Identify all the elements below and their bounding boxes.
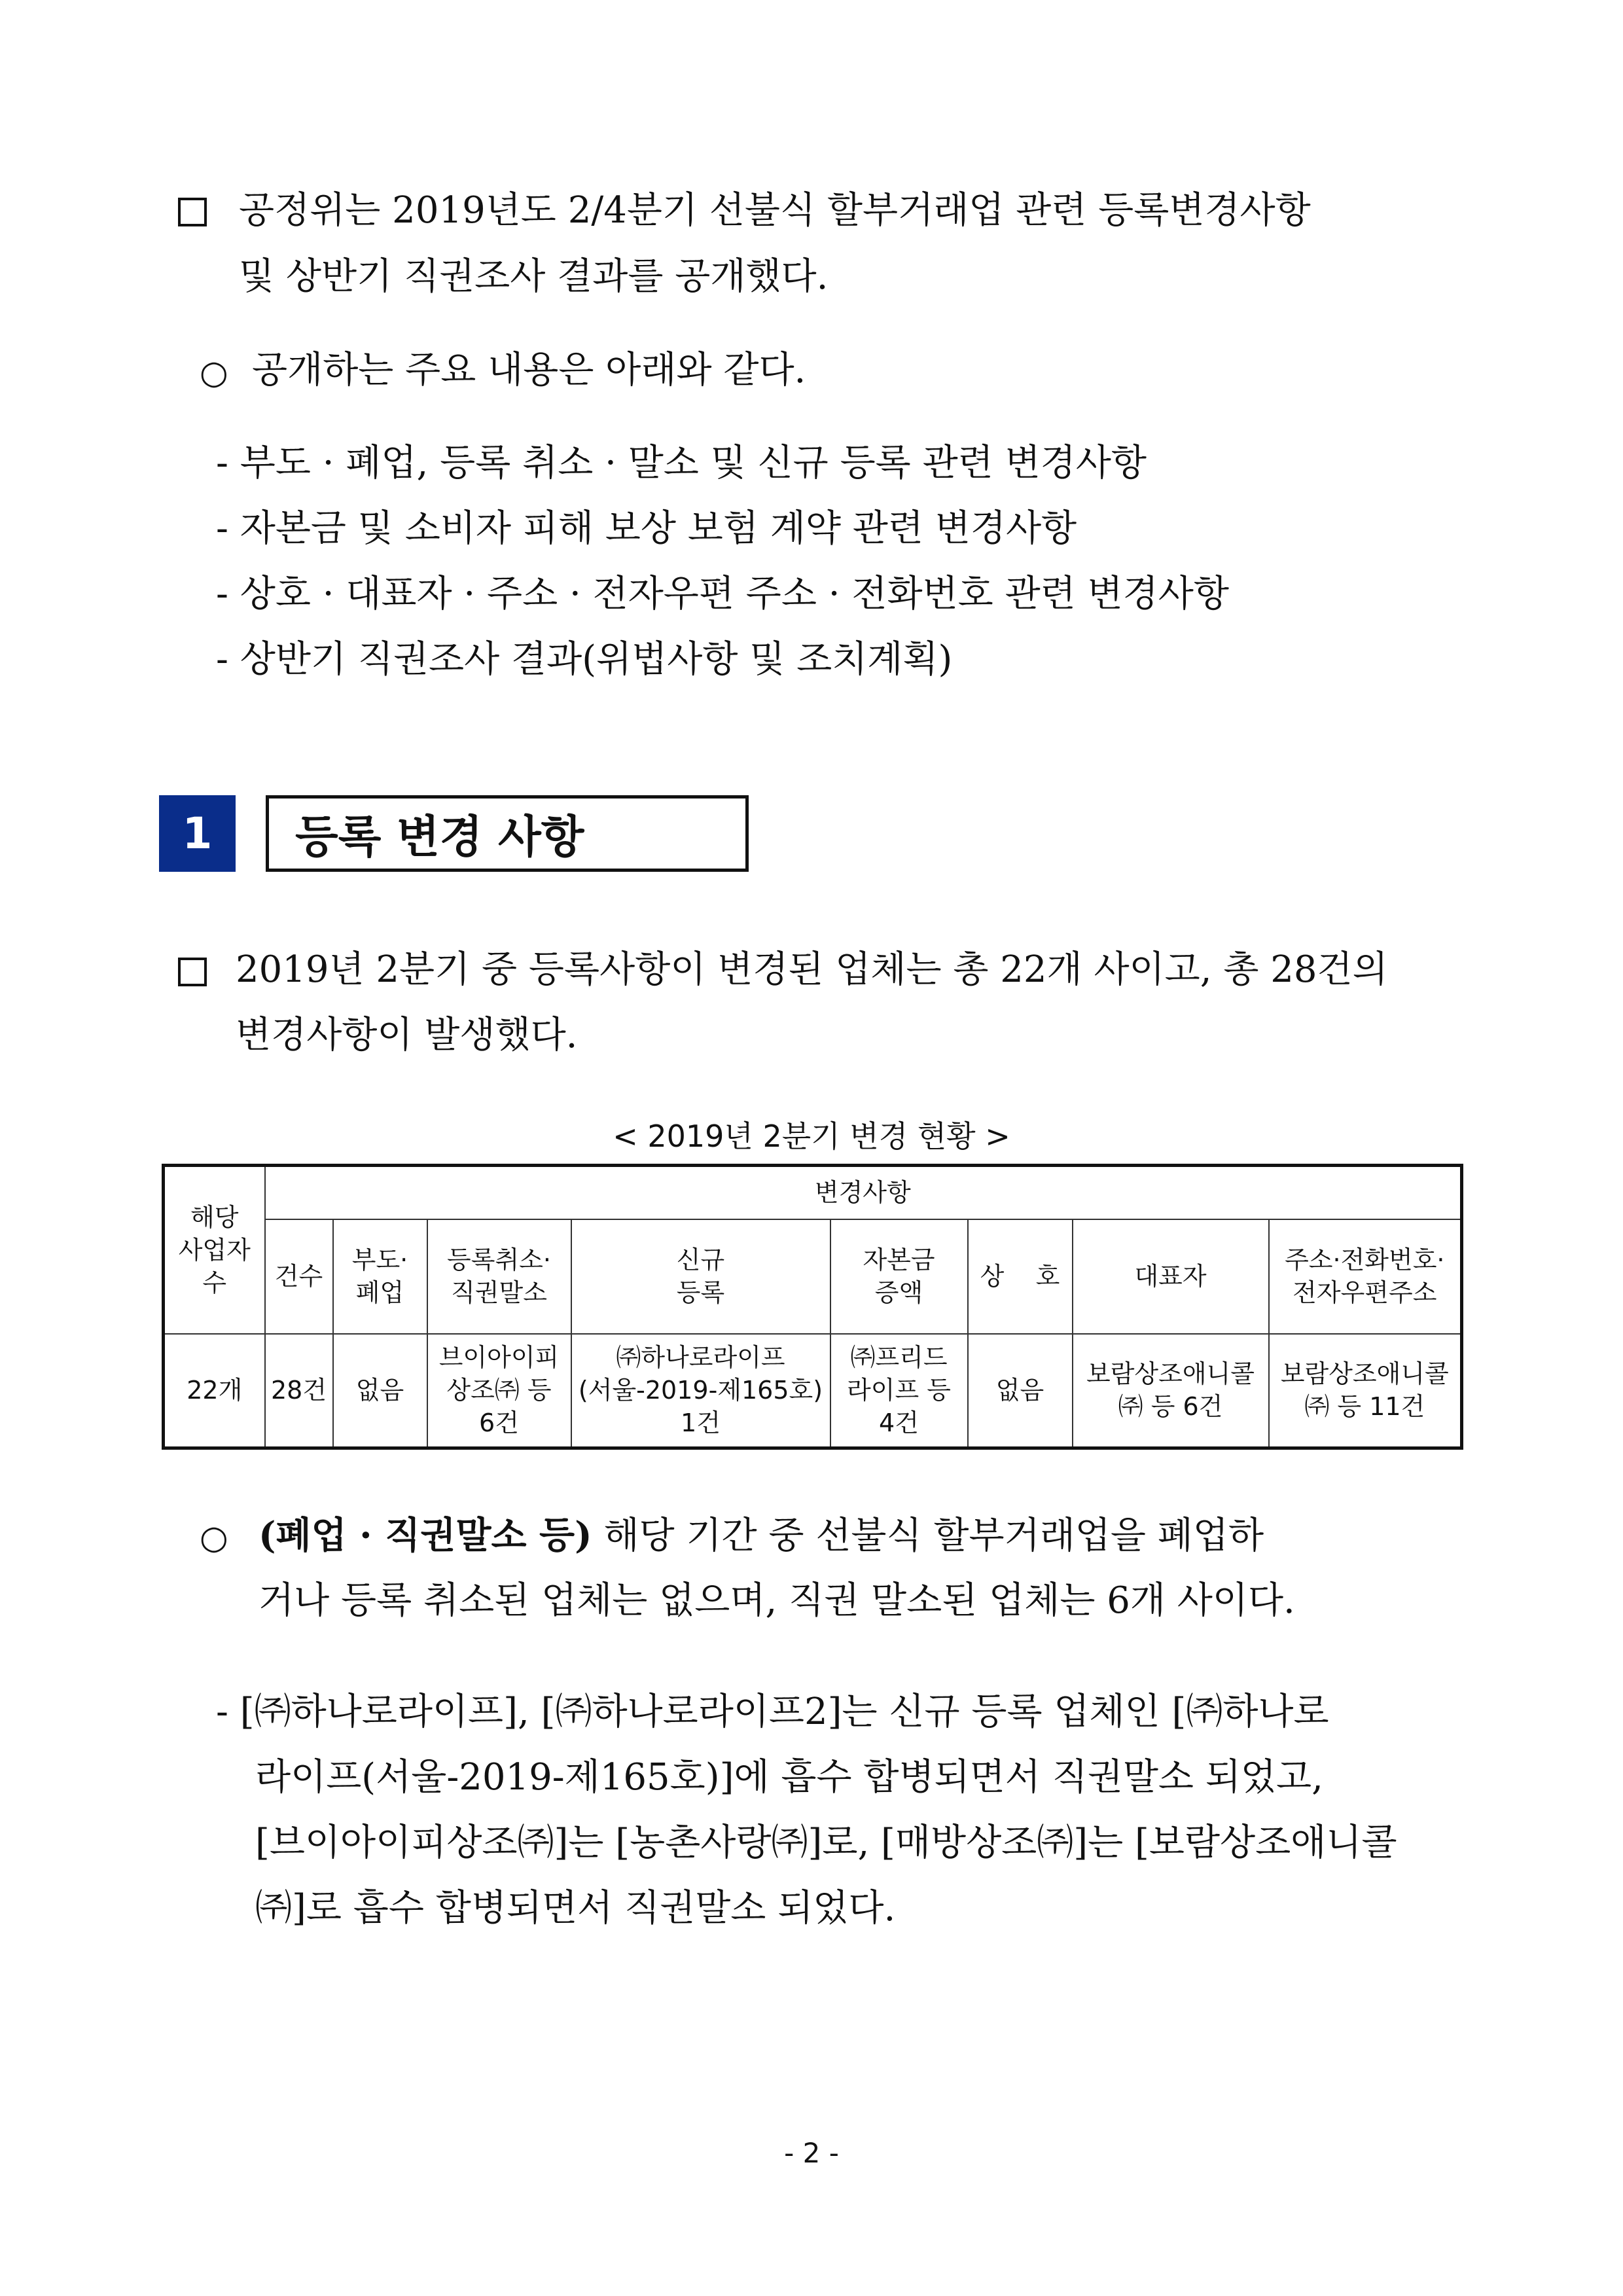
summary-line-2: 변경사항이 발생했다. <box>236 1014 578 1056</box>
circle-bullet-icon: ○ <box>200 1518 228 1556</box>
closure-lead: (폐업 · 직권말소 등) <box>259 1514 592 1557</box>
intro-item-3: - 상호 · 대표자 · 주소 · 전자우편 주소 · 전화번호 관련 변경사항 <box>216 573 1229 615</box>
change-status-table <box>162 1164 1463 1450</box>
cell-trade-name: 없음 <box>968 1334 1073 1448</box>
section-number: 1 <box>159 795 236 872</box>
cell-address-contact: 보람상조애니콜 ㈜ 등 11건 <box>1269 1334 1462 1448</box>
cell-cancellation: 브이아이피 상조㈜ 등 6건 <box>427 1334 571 1448</box>
detail-line-3: [브이아이피상조㈜]는 [농촌사랑㈜]로, [매방상조㈜]는 [보람상조애니콜 <box>255 1821 1397 1864</box>
header-address-contact: 주소·전화번호· 전자우편주소 <box>1269 1219 1462 1334</box>
header-new-registration: 신규 등록 <box>571 1219 830 1334</box>
detail-line-4: ㈜]로 흡수 합병되면서 직권말소 되었다. <box>255 1887 896 1929</box>
intro-line-1: 공정위는 2019년도 2/4분기 선불식 할부거래업 관련 등록변경사항 <box>239 189 1311 232</box>
intro-sub: 공개하는 주요 내용은 아래와 같다. <box>252 349 806 391</box>
header-capital-increase: 자본금 증액 <box>830 1219 968 1334</box>
circle-bullet-icon: ○ <box>200 353 228 391</box>
header-changes-group: 변경사항 <box>265 1166 1462 1219</box>
closure-line-1-rest: 해당 기간 중 선불식 할부거래업을 폐업하 <box>592 1515 1264 1557</box>
cell-capital-increase: ㈜프리드 라이프 등 4건 <box>830 1334 968 1448</box>
detail-line-2: 라이프(서울-2019-제165호)]에 흡수 합병되면서 직권말소 되었고, <box>255 1756 1323 1799</box>
header-company-count: 해당 사업자 수 <box>164 1166 265 1334</box>
intro-item-4: - 상반기 직권조사 결과(위법사항 및 조치계획) <box>216 638 953 681</box>
header-cancellation: 등록취소· 직권말소 <box>427 1219 571 1334</box>
intro-item-2: - 자본금 및 소비자 피해 보상 보험 계약 관련 변경사항 <box>216 507 1077 550</box>
header-bankruptcy: 부도· 폐업 <box>333 1219 427 1334</box>
header-representative: 대표자 <box>1073 1219 1269 1334</box>
closure-line-2: 거나 등록 취소된 업체는 없으며, 직권 말소된 업체는 6개 사이다. <box>259 1579 1295 1622</box>
intro-line-2: 및 상반기 직권조사 결과를 공개했다. <box>239 255 829 298</box>
header-trade-name: 상 호 <box>968 1219 1073 1334</box>
cell-bankruptcy: 없음 <box>333 1334 427 1448</box>
detail-line-1: - [㈜하나로라이프], [㈜하나로라이프2]는 신규 등록 업체인 [㈜하나로 <box>216 1691 1329 1733</box>
cell-count: 28건 <box>265 1334 333 1448</box>
cell-new-registration: ㈜하나로라이프 (서울-2019-제165호) 1건 <box>571 1334 830 1448</box>
square-bullet-icon <box>178 958 207 986</box>
page-number: - 2 - <box>784 2137 839 2169</box>
header-count: 건수 <box>265 1219 333 1334</box>
square-bullet-icon <box>178 198 207 226</box>
summary-line-1: 2019년 2분기 중 등록사항이 변경된 업체는 총 22개 사이고, 총 28건의 <box>236 948 1388 991</box>
table-caption: < 2019년 2분기 변경 현황 > <box>613 1119 1010 1154</box>
section-title: 등록 변경 사항 <box>266 795 749 872</box>
cell-company-count: 22개 <box>164 1334 265 1448</box>
cell-representative: 보람상조애니콜 ㈜ 등 6건 <box>1073 1334 1269 1448</box>
closure-line-1 <box>259 1516 1264 1556</box>
intro-item-1: - 부도 · 폐업, 등록 취소 · 말소 및 신규 등록 관련 변경사항 <box>216 442 1147 484</box>
